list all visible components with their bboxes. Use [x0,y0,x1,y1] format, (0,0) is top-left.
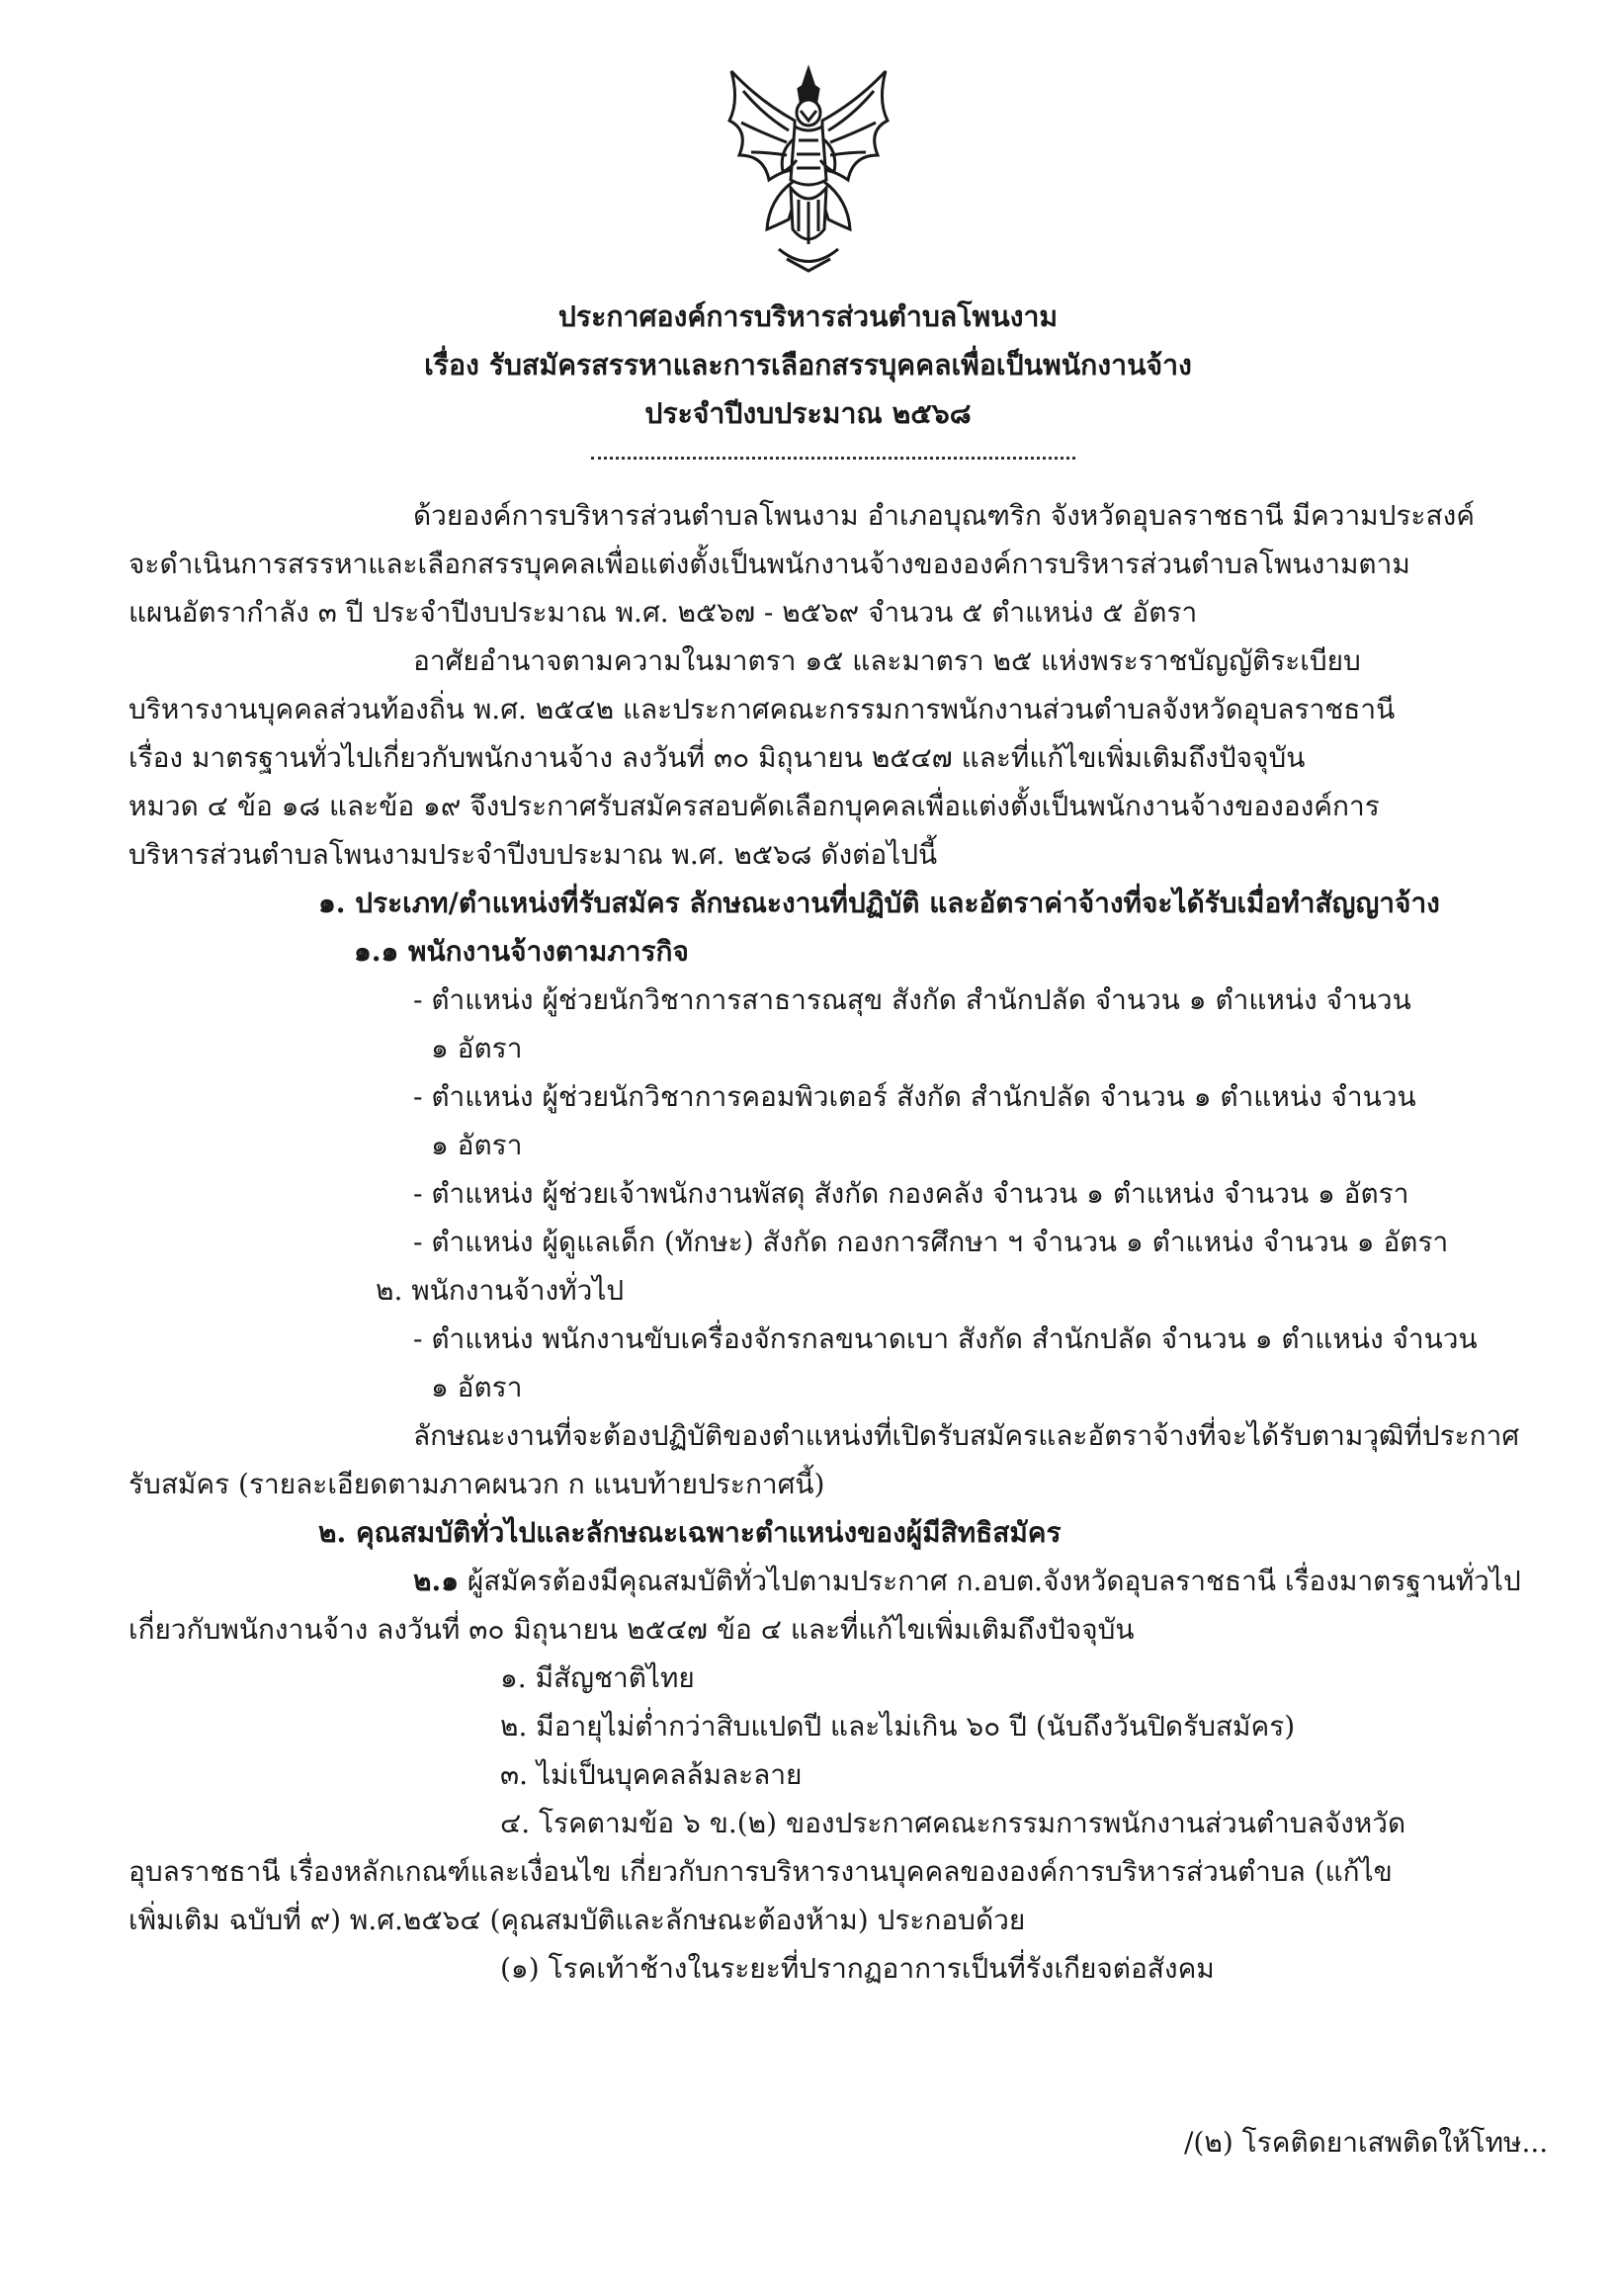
qualification-1: ๑. มีสัญชาติไทย [500,1661,695,1694]
paragraph-1-line-1: ด้วยองค์การบริหารส่วนตำบลโพนงาม อำเภอบุณฑริก จังหวัดอุบลราชธานี มีความประสงค์ [413,499,1475,532]
position-1-line-1: - ตำแหน่ง ผู้ช่วยนักวิชาการสาธารณสุข สังกัด สำนักปลัด จำนวน ๑ ตำแหน่ง จำนวน [413,983,1411,1016]
paragraph-2-line-1: อาศัยอำนาจตามความในมาตรา ๑๕ และมาตรา ๒๕ แห่งพระราชบัญญัติระเบียบ [413,644,1361,677]
position-3: - ตำแหน่ง ผู้ช่วยเจ้าพนักงานพัสดุ สังกัด กองคลัง จำนวน ๑ ตำแหน่ง จำนวน ๑ อัตรา [413,1177,1409,1210]
section-2-1-line-2: เกี่ยวกับพนักงานจ้าง ลงวันที่ ๓๐ มิถุนายน ๒๕๔๗ ข้อ ๔ และที่แก้ไขเพิ่มเติมถึงปัจจุบัน [128,1613,1135,1646]
separator-line [591,453,1075,460]
job-nature-line-1: ลักษณะงานที่จะต้องปฏิบัติของตำแหน่งที่เปิดรับสมัครและอัตราจ้างที่จะได้รับตามวุฒิที่ประกาศ [413,1419,1520,1452]
section-1-heading: ๑. ประเภท/ตำแหน่งที่รับสมัคร ลักษณะงานที่ปฏิบัติ และอัตราค่าจ้างที่จะได้รับเมื่อทำสัญญาจ้าง [318,887,1440,919]
position-4: - ตำแหน่ง ผู้ดูแลเด็ก (ทักษะ) สังกัด กองการศึกษา ฯ จำนวน ๑ ตำแหน่ง จำนวน ๑ อัตรา [413,1226,1449,1258]
paragraph-2-line-5: บริหารส่วนตำบลโพนงามประจำปีงบประมาณ พ.ศ. ๒๕๖๘ ดังต่อไปนี้ [128,838,938,871]
position-1-line-2: ๑ อัตรา [431,1032,523,1064]
document-title: ประกาศองค์การบริหารส่วนตำบลโพนงาม [557,299,1059,333]
qualification-2: ๒. มีอายุไม่ต่ำกว่าสิบแปดปี และไม่เกิน ๖๐ ปี (นับถึงวันปิดรับสมัคร) [500,1710,1296,1743]
position-5-line-2: ๑ อัตรา [431,1371,523,1403]
paragraph-2-line-4: หมวด ๔ ข้อ ๑๘ และข้อ ๑๙ จึงประกาศรับสมัครสอบคัดเลือกบุคคลเพื่อแต่งตั้งเป็นพนักงานจ้างขององค์การ [128,790,1380,822]
paragraph-2-line-2: บริหารงานบุคคลส่วนท้องถิ่น พ.ศ. ๒๕๔๒ และประกาศคณะกรรมการพนักงานส่วนตำบลจังหวัดอุบลราชธานี [128,693,1396,725]
fiscal-year: ประจำปีงบประมาณ ๒๕๖๘ [644,396,972,430]
section-1-2-heading: ๒. พนักงานจ้างทั่วไป [376,1274,625,1307]
section-2-1-number: ๒.๑ [413,1565,459,1597]
section-1-1-heading: ๑.๑ พนักงานจ้างตามภารกิจ [354,935,689,968]
section-2-heading: ๒. คุณสมบัติทั่วไปและลักษณะเฉพาะตำแหน่งของผู้มีสิทธิสมัคร [318,1516,1062,1549]
paragraph-1-line-3: แผนอัตรากำลัง ๓ ปี ประจำปีงบประมาณ พ.ศ. ๒๕๖๗ - ๒๕๖๙ จำนวน ๕ ตำแหน่ง ๕ อัตรา [128,596,1198,629]
position-2-line-1: - ตำแหน่ง ผู้ช่วยนักวิชาการคอมพิวเตอร์ สังกัด สำนักปลัด จำนวน ๑ ตำแหน่ง จำนวน [413,1080,1416,1113]
section-2-1-text: ผู้สมัครต้องมีคุณสมบัติทั่วไปตามประกาศ ก.อบต.จังหวัดอุบลราชธานี เรื่องมาตรฐานทั่วไป [458,1565,1521,1597]
disease-1: (๑) โรคเท้าช้างในระยะที่ปรากฏอาการเป็นที่รังเกียจต่อสังคม [500,1952,1215,1985]
position-2-line-2: ๑ อัตรา [431,1129,523,1161]
garuda-emblem-icon [710,61,907,279]
paragraph-2-line-3: เรื่อง มาตรฐานทั่วไปเกี่ยวกับพนักงานจ้าง ลงวันที่ ๓๐ มิถุนายน ๒๕๔๗ และที่แก้ไขเพิ่มเติมถึงปัจจุบัน [128,741,1306,774]
job-nature-line-2: รับสมัคร (รายละเอียดตามภาคผนวก ก แนบท้ายประกาศนี้) [128,1468,825,1500]
qualification-4-line-1: ๔. โรคตามข้อ ๖ ข.(๒) ของประกาศคณะกรรมการพนักงานส่วนตำบลจังหวัด [500,1807,1406,1839]
continued-next-page: /(๒) โรคติดยาเสพติดให้โทษ... [1184,2126,1549,2159]
qualification-3: ๓. ไม่เป็นบุคคลล้มละลาย [500,1758,803,1791]
qualification-4-line-2: อุบลราชธานี เรื่องหลักเกณฑ์และเงื่อนไข เกี่ยวกับการบริหารงานบุคคลขององค์การบริหารส่วนตำบล (แก้ไข [128,1855,1393,1888]
document-subject: เรื่อง รับสมัครสรรหาและการเลือกสรรบุคคลเพื่อเป็นพนักงานจ้าง [424,348,1192,382]
section-2-1-line-1 [413,1562,1521,1601]
qualification-4-line-3: เพิ่มเติม ฉบับที่ ๙) พ.ศ.๒๕๖๔ (คุณสมบัติและลักษณะต้องห้าม) ประกอบด้วย [128,1904,1026,1936]
position-5-line-1: - ตำแหน่ง พนักงานขับเครื่องจักรกลขนาดเบา สังกัด สำนักปลัด จำนวน ๑ ตำแหน่ง จำนวน [413,1322,1478,1355]
paragraph-1-line-2: จะดำเนินการสรรหาและเลือกสรรบุคคลเพื่อแต่งตั้งเป็นพนักงานจ้างขององค์การบริหารส่วนตำบลโพนงามตาม [128,548,1410,580]
